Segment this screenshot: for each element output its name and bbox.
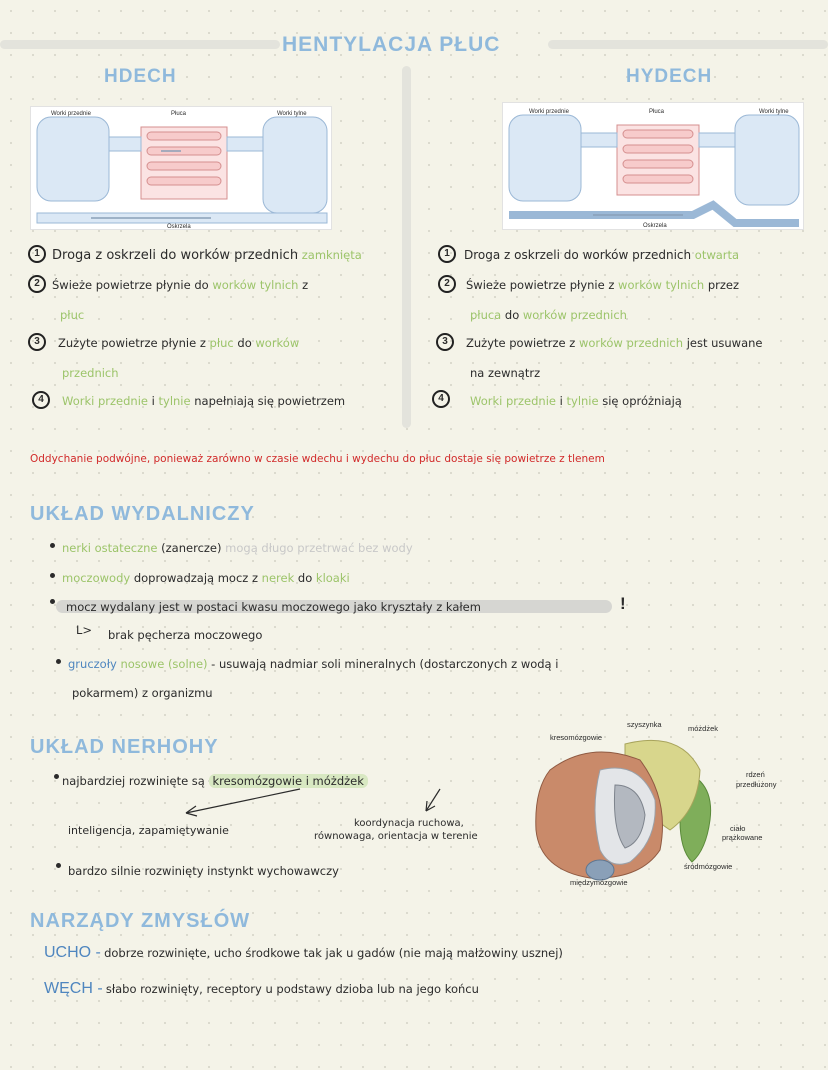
inhale-step-4-number: 4 xyxy=(32,391,50,409)
excretory-item-1-text: (zanercze) xyxy=(161,541,222,555)
exhale-step-4-highlight: Worki przednie xyxy=(470,394,556,408)
brain-label-rdzen-2: przedłużony xyxy=(736,780,777,789)
brain-label-cialo-1: ciało xyxy=(730,824,746,833)
inhale-step-2 xyxy=(52,278,308,292)
exhale-step-4-number: 4 xyxy=(432,390,450,408)
title-band-left xyxy=(0,40,280,49)
senses-nose-label: WĘCH - xyxy=(44,980,103,997)
exhale-step-2-highlight2: płuca xyxy=(470,308,502,322)
excretory-item-2 xyxy=(62,571,350,585)
senses-ear-text: dobrze rozwinięte, ucho środkowe tak jak u gadów (nie mają małżowiny usznej) xyxy=(104,946,563,960)
inhale-diagram-label-lungs: Płuca xyxy=(171,111,187,117)
inhale-step-4-highlight2: tylnie xyxy=(158,394,191,408)
inhale-step-1 xyxy=(52,248,362,263)
inhale-step-2-text: Świeże powietrze płynie do xyxy=(52,278,209,292)
nervous-note-2b: równowaga, orientacja w terenie xyxy=(314,831,478,842)
inhale-step-4-highlight: Worki przednie xyxy=(62,394,148,408)
senses-nose-text: słabo rozwinięty, receptory u podstawy dzioba lub na jego końcu xyxy=(105,982,479,996)
air-sac-diagram-exhale xyxy=(503,103,805,231)
exhale-step-2 xyxy=(466,278,739,292)
exhale-step-1 xyxy=(464,248,739,262)
excretory-item-3-sub: brak pęcherza moczowego xyxy=(108,628,263,642)
exhale-step-2-line2 xyxy=(470,308,627,322)
senses-ear-label: UCHO - xyxy=(44,944,101,961)
inhale-step-4-text2: napełniają się powietrzem xyxy=(194,394,346,408)
exhale-step-1-number: 1 xyxy=(438,245,456,263)
inhale-step-1-text: Droga z oskrzeli do worków przednich xyxy=(52,248,299,263)
exhale-step-1-text: Droga z oskrzeli do worków przednich xyxy=(464,248,692,262)
exhale-step-2-text: Świeże powietrze płynie z xyxy=(466,278,615,292)
nervous-bullet-2 xyxy=(56,863,61,868)
exhale-step-3-number: 3 xyxy=(436,333,454,351)
exhale-step-3-highlight: worków przednich xyxy=(578,336,684,350)
brain-label-szyszynka: szyszynka xyxy=(627,720,662,729)
inhale-heading: HDECH xyxy=(104,66,177,87)
excretory-item-1-green: nerki ostateczne xyxy=(62,541,158,555)
senses-ear xyxy=(44,944,563,962)
exhale-step-4-text2: się opróżniają xyxy=(602,394,682,408)
brain-label-srodmozgowie: śródmózgowie xyxy=(684,862,733,871)
inhale-step-3-text2: do xyxy=(237,336,252,350)
senses-nose xyxy=(44,980,479,998)
inhale-step-4 xyxy=(62,394,345,408)
excretory-item-3-mark: ! xyxy=(620,594,626,613)
inhale-diagram-label-front: Worki przednie xyxy=(51,111,91,117)
title-band-right xyxy=(548,40,828,49)
brain-label-miedzymozgowie: międzymózgowie xyxy=(570,878,628,887)
excretory-item-2-green2: nerek xyxy=(261,571,295,585)
inhale-diagram xyxy=(30,106,332,230)
inhale-step-3 xyxy=(58,336,299,350)
inhale-step-1-highlight: zamknięta xyxy=(301,248,362,262)
exhale-heading: HYDECH xyxy=(626,66,713,87)
excretory-item-2-green3: kloaki xyxy=(315,571,350,585)
excretory-item-1 xyxy=(62,541,413,555)
exhale-step-2-text3: do xyxy=(504,308,520,322)
excretory-item-4 xyxy=(68,657,558,671)
inhale-step-2-text2: z xyxy=(302,278,309,292)
excretory-item-4-text2: pokarmem) z organizmu xyxy=(72,686,213,700)
excretory-bullet-1 xyxy=(50,543,55,548)
exhale-step-4-highlight2: tylnie xyxy=(566,394,599,408)
excretory-item-4-blue: gruczoły xyxy=(68,657,117,671)
exhale-diagram-label-lungs: Płuca xyxy=(649,109,665,115)
page-title: HENTYLACJA PŁUC xyxy=(282,33,501,56)
brain-label-rdzen-1: rdzeń xyxy=(746,770,765,779)
inhale-step-2-text3: płuc xyxy=(60,308,85,322)
excretory-bullet-4 xyxy=(56,659,61,664)
exhale-diagram-label-back: Worki tylne xyxy=(759,109,789,115)
exhale-step-3-text: Zużyte powietrze z xyxy=(466,336,576,350)
excretory-item-3-arrow: L> xyxy=(76,623,93,637)
nervous-item-1-highlight: kresomózgowie i móżdżek xyxy=(209,774,368,788)
column-divider xyxy=(402,66,411,428)
brain-label-cialo-2: prążkowane xyxy=(722,833,763,842)
inhale-step-4-text: i xyxy=(151,394,155,408)
inhale-step-3-text: Zużyte powietrze płynie z xyxy=(58,336,206,350)
excretory-item-2-text2: do xyxy=(297,571,313,585)
inhale-step-2-number: 2 xyxy=(28,275,46,293)
brain-label-mozdzek: móżdżek xyxy=(688,724,719,733)
excretory-heading: UKŁAD WYDALNICZY xyxy=(30,503,255,525)
nervous-note-1: inteligencja, zapamiętywanie xyxy=(68,824,229,837)
double-breathing-note: Oddychanie podwójne, ponieważ zarówno w czasie wdechu i wydechu do płuc dostaje się powietrze z tlenem xyxy=(30,453,605,465)
exhale-diagram-label-front: Worki przednie xyxy=(529,109,569,115)
excretory-bullet-2 xyxy=(50,573,55,578)
inhale-diagram-label-back: Worki tylne xyxy=(277,111,307,117)
exhale-step-1-highlight: otwarta xyxy=(694,248,740,262)
exhale-step-3 xyxy=(466,336,763,350)
exhale-diagram xyxy=(502,102,804,230)
nervous-heading: UKŁAD NERHOHY xyxy=(30,736,219,758)
inhale-step-1-number: 1 xyxy=(28,245,46,263)
inhale-step-3-number: 3 xyxy=(28,333,46,351)
inhale-step-3-highlight2: worków xyxy=(255,336,300,350)
excretory-item-2-green: moczowody xyxy=(62,571,131,585)
exhale-step-2-text2: przez xyxy=(707,278,740,292)
exhale-step-4-text: i xyxy=(559,394,563,408)
exhale-step-3-text2: jest usuwane xyxy=(686,336,763,350)
inhale-step-3-highlight: płuc xyxy=(209,336,234,350)
exhale-diagram-label-bronchi: Oskrzela xyxy=(643,223,667,229)
inhale-step-2-highlight: worków tylnich xyxy=(212,278,299,292)
excretory-item-4-text: - usuwają nadmiar soli mineralnych (dostarczonych z wodą i xyxy=(211,657,559,671)
excretory-item-1-grey: mogą długo przetrwać bez wody xyxy=(225,541,413,555)
exhale-step-4 xyxy=(470,394,682,408)
nervous-item-2: bardzo silnie rozwinięty instynkt wychowawczy xyxy=(68,864,339,878)
nervous-note-2a: koordynacja ruchowa, xyxy=(354,818,464,829)
inhale-diagram-label-bronchi: Oskrzela xyxy=(167,224,191,230)
exhale-step-2-number: 2 xyxy=(438,275,456,293)
brain-label-kresomozgowie: kresomózgowie xyxy=(550,733,603,742)
excretory-item-3-text: mocz wydalany jest w postaci kwasu moczowego jako kryształy z kałem xyxy=(66,600,481,614)
nervous-bullet-1 xyxy=(54,774,59,779)
exhale-step-2-highlight3: worków przednich xyxy=(522,308,627,322)
exhale-step-3-text3: na zewnątrz xyxy=(470,366,541,380)
nervous-item-1-text: najbardziej rozwinięte są xyxy=(62,774,205,788)
excretory-item-4-green: nosowe (solne) xyxy=(120,657,208,671)
inhale-step-3-highlight3: przednich xyxy=(62,366,119,380)
excretory-item-2-text: doprowadzają mocz z xyxy=(133,571,259,585)
senses-heading: NARZĄDY ZMYSŁÓW xyxy=(30,910,251,932)
exhale-step-2-highlight: worków tylnich xyxy=(618,278,705,292)
excretory-bullet-3 xyxy=(50,599,55,604)
air-sac-diagram-inhale xyxy=(31,107,333,231)
